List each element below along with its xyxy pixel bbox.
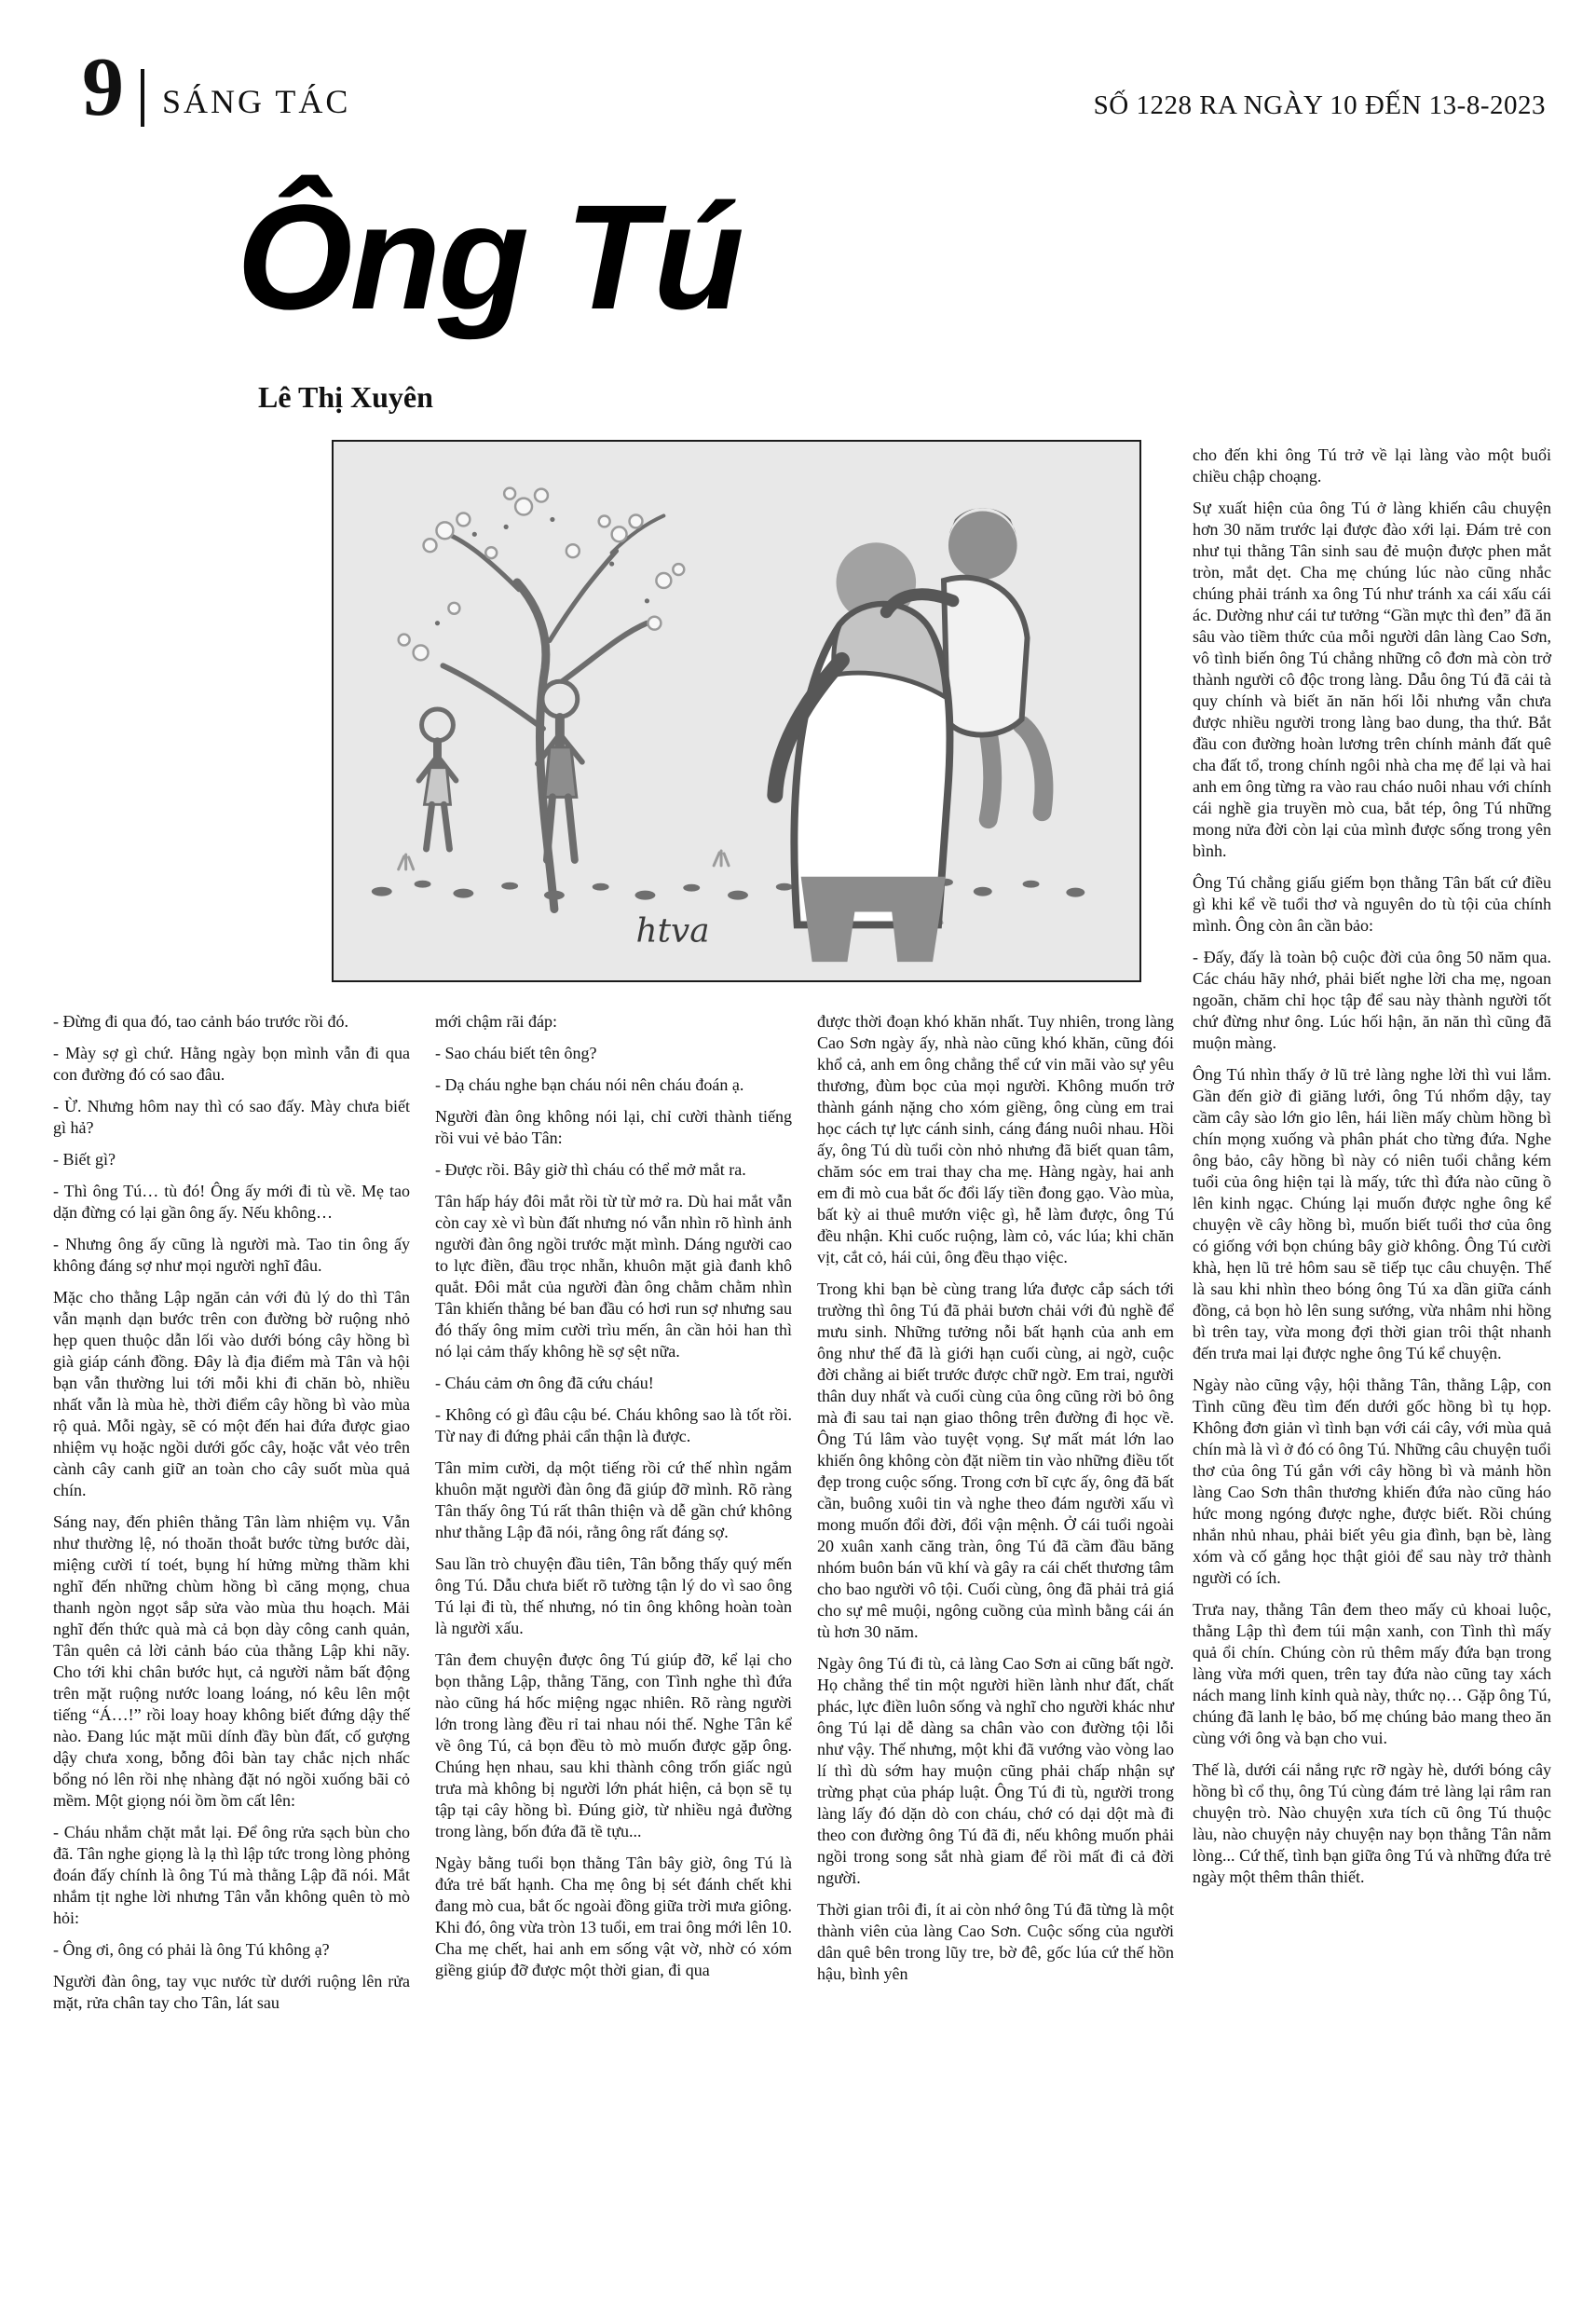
- paragraph: Ông Tú nhìn thấy ở lũ trẻ làng nghe lời thì vui lắm. Gần đến giờ đi giăng lưới, ông Tú nhổm dậy, tay cầm cây sào lớn gio lên, hái liền mấy chùm hồng bì chín mọng xuống và phân phát cho từng đứa. Nghe ông bảo, cây hồng bì này có niên tuổi chẳng kém tuổi của ông hiện tại là mấy, tức thì đứa nào cũng ồ lên kinh ngạc. Chúng lại muốn được nghe ông kể chuyện về cây hồng bì, muốn biết tuổi thơ của ông có giống với bọn chúng bây giờ không. Ông Tú cười khà, hẹn lũ trẻ hôm sau sẽ tiếp tục câu chuyện. Thế là sau khi nhìn theo bóng ông Tú xa dần giữa cánh đồng, cả bọn hò lên sung sướng, vừa nhâm nhi hồng bì trên tay, vừa mong đợi thời gian trôi thật nhanh đến trưa mai lại được nghe ông Tú kể chuyện.: [1193, 1065, 1551, 1362]
- paragraph: Sự xuất hiện của ông Tú ở làng khiến câu chuyện hơn 30 năm trước lại được đào xới lại. Đám trẻ con như tụi thằng Tân sinh sau đẻ muộn được phen mắt tròn, mắt dẹt. Cha mẹ chúng lúc nào cũng nhắc chúng phải tránh xa ông Tú như tránh xa cái xấu cái ác. Dường như cái tư tưởng “Gần mực thì đen” đã ăn sâu vào tiềm thức của mỗi người dân làng Cao Sơn, vô tình biến ông Tú chẳng những cô đơn mà còn trở thành người cô độc trong làng. Dẫu ông Tú đã cải tà quy chính và biết ăn năn hối lỗi nhưng vẫn chưa được nhiều người trong làng bao dung, tha thứ. Bắt đầu con đường hoàn lương trên chính mảnh đất quê cha đất tổ, trong chính ngôi nhà cha mẹ để lại và hai anh em ông từng ra vào rau cháo nuôi nhau với chính cái nghề gia truyền mò cua, bắt tép, ông Tú những mong nửa đời còn lại của mình được sống trong yên bình.: [1193, 499, 1551, 860]
- paragraph: Người đàn ông, tay vục nước từ dưới ruộng lên rửa mặt, rửa chân tay cho Tân, lát sau: [53, 1972, 410, 2012]
- paragraph: - Dạ cháu nghe bạn cháu nói nên cháu đoán ạ.: [435, 1075, 744, 1094]
- illustration-drawing: [334, 442, 1139, 980]
- paragraph: - Đừng đi qua đó, tao cảnh báo trước rồi đó.: [53, 1012, 348, 1031]
- paragraph: - Được rồi. Bây giờ thì cháu có thể mở mắt ra.: [435, 1160, 746, 1179]
- page-number: 9: [82, 41, 124, 133]
- illustration-signature: htva: [635, 911, 710, 951]
- story-illustration: [332, 440, 1141, 982]
- paragraph: Ngày bằng tuổi bọn thằng Tân bây giờ, ông Tú là đứa trẻ bất hạnh. Cha mẹ ông bị sét đánh chết khi đang mò cua, bắt ốc ngoài đồng giữa trời mưa giông. Khi đó, ông vừa tròn 13 tuổi, em trai ông mới lên 10. Cha mẹ chết, hai anh em sống vật vờ, nhờ có xóm giềng giúp đỡ được một thời gian, đi qua: [435, 1854, 792, 1979]
- paragraph: - Ông ơi, ông có phải là ông Tú không ạ?: [53, 1940, 330, 1959]
- header-divider: [141, 69, 144, 127]
- paragraph: - Đấy, đấy là toàn bộ cuộc đời của ông 50 năm qua. Các cháu hãy nhớ, phải biết nghe lời cha mẹ, ngoan ngoãn, chăm chỉ học tập để sau này thành người tốt chứ đừng như ông. Lúc hối hận, ăn năn thì cũng đã muộn màng.: [1193, 948, 1551, 1052]
- paragraph: - Ừ. Nhưng hôm nay thì có sao đấy. Mày chưa biết gì hả?: [53, 1097, 410, 1137]
- paragraph: Người đàn ông không nói lại, chỉ cười thành tiếng rồi vui vẻ bảo Tân:: [435, 1107, 792, 1147]
- article-author: Lê Thị Xuyên: [258, 380, 433, 414]
- paragraph: cho đến khi ông Tú trở về lại làng vào một buổi chiều chập choạng.: [1193, 445, 1551, 486]
- article-title: Ông Tú: [237, 173, 742, 340]
- child-figure-small: [419, 709, 457, 849]
- section-title: SÁNG TÁC: [162, 83, 351, 120]
- issue-line: SỐ 1228 RA NGÀY 10 ĐẾN 13-8-2023: [1093, 90, 1546, 120]
- text-column-3: [817, 1011, 1174, 1995]
- text-column-4: [1193, 445, 1551, 1898]
- paragraph: Sau lần trò chuyện đầu tiên, Tân bỗng thấy quý mến ông Tú. Dẫu chưa biết rõ tường tận lý do vì sao ông Tú lại đi tù, thế nhưng, nó tin ông không hoàn toàn là người xấu.: [435, 1554, 792, 1637]
- paragraph: Thời gian trôi đi, ít ai còn nhớ ông Tú đã từng là một thành viên của làng Cao Sơn. Cuộc sống của người dân quê bên trong lũy tre, bờ đê, gốc lúa cứ thế hồn hậu, bình yên: [817, 1900, 1174, 1983]
- paragraph: Tân mỉm cười, dạ một tiếng rồi cứ thế nhìn ngắm khuôn mặt người đàn ông đã giúp đỡ mình. Rõ ràng Tân thấy ông Tú rất thân thiện và dễ gần chứ không như thằng Lập đã nói, rằng ông rất đáng sợ.: [435, 1458, 792, 1541]
- text-column-2: [435, 1011, 792, 1991]
- paragraph: Mặc cho thằng Lập ngăn cản với đủ lý do thì Tân vẫn mạnh dạn bước trên con đường bờ ruộng nhỏ hẹp quen thuộc dẫn lối vào dưới bóng cây hồng bì già giáp cánh đồng. Đây là địa điểm mà Tân và hội bạn vẫn thường lui tới mỗi khi đi chăn bò, nhiều nhất vẫn là mùa hè, thời điểm cây hồng bì vào mùa rộ quả. Mỗi ngày, sẽ có một đến hai đứa được giao nhiệm vụ hoặc ngồi dưới gốc cây, hoặc vắt vẻo trên cành cây canh giữ an toàn cho cây suốt mùa quả chín.: [53, 1288, 410, 1499]
- paragraph: Trong khi bạn bè cùng trang lứa được cắp sách tới trường thì ông Tú đã phải bươn chải với đủ nghề để mưu sinh. Những tưởng nỗi bất hạnh của anh em ông như thế đã là giới hạn cuối cùng, ai ngờ, cuộc đời chẳng ai biết trước được chữ ngờ. Em trai, người thân duy nhất và cuối cùng của ông cũng rời bỏ ông mà đi sau tai nạn giao thông trên đường đi học về. Ông Tú lâm vào tuyệt vọng. Sự mất mát lớn lao khiến ông không còn đặt niềm tin vào những điều tốt đẹp trong cuộc sống. Trong cơn bĩ cực ấy, ông đã bất cần, buông xuôi tin và nghe theo đám người xấu vì mong muốn đổi đời, đổi vận mệnh. Ở cái tuổi ngoài 20 xuân xanh căng tràn, ông Tú đã cầm đầu băng nhóm buôn bán vũ khí và gây ra cái chết thương tâm cho bao người vô tội. Cuối cùng, ông đã phải trả giá cho sự mê muội, ngông cuồng của mình bằng cái án tù hơn 30 năm.: [817, 1279, 1174, 1641]
- paragraph: - Mày sợ gì chứ. Hằng ngày bọn mình vẫn đi qua con đường đó có sao đâu.: [53, 1044, 410, 1084]
- paragraph: - Không có gì đâu cậu bé. Cháu không sao là tốt rồi. Từ nay đi đứng phải cẩn thận là được.: [435, 1405, 792, 1445]
- paragraph: - Thì ông Tú… tù đó! Ông ấy mới đi tù về. Mẹ tao dặn đừng có lại gần ông ấy. Nếu không…: [53, 1182, 410, 1222]
- paragraph: Trưa nay, thằng Tân đem theo mấy củ khoai luộc, thằng Lập thì đem túi mận xanh, con Tình thì mấy quả ổi chín. Chúng còn rủ thêm mấy đứa bạn trong làng vừa mới quen, trên tay đứa nào cũng tay xách nách mang lỉnh kỉnh quà này, thức nọ… Gặp ông Tú, chúng đã lanh lẹ bảo, bố mẹ chúng bảo mang theo ăn cùng với ông và bạn cho vui.: [1193, 1600, 1551, 1747]
- paragraph: Thế là, dưới cái nắng rực rỡ ngày hè, dưới bóng cây hồng bì cổ thụ, ông Tú cùng đám trẻ làng lại râm ran chuyện trò. Nào chuyện xưa tích cũ ông Tú thuộc làu, nào chuyện nảy chuyện nay bọn thằng Tân nằm lòng... Cứ thế, tình bạn giữa ông Tú và những đứa trẻ ngày một thêm thân thiết.: [1193, 1760, 1551, 1886]
- paragraph: - Sao cháu biết tên ông?: [435, 1044, 597, 1062]
- paragraph: - Cháu nhắm chặt mắt lại. Để ông rửa sạch bùn cho đã. Tân nghe giọng là lạ thì lập tức trong lòng phỏng đoán đấy chính là ông Tú mà thằng Lập đã nói. Mắt nhắm tịt nghe lời nhưng Tân vẫn không quên tò mò hỏi:: [53, 1823, 410, 1927]
- paragraph: Tân hấp háy đôi mắt rồi từ từ mở ra. Dù hai mắt vẫn còn cay xè vì bùn đất nhưng nó vẫn nhìn rõ hình ảnh người đàn ông ngồi trước mặt mình. Dáng người cao to lực điền, đầu trọc nhẵn, khuôn mặt già đanh khô quắt. Đôi mắt của người đàn ông chằm chằm nhìn Tân khiến thằng bé ban đầu có hơi run sợ nhưng sau đó thấy ông mỉm cười trìu mến, ân cần hỏi han thì nó lại cảm thấy không hề sợ sệt nữa.: [435, 1192, 792, 1361]
- paragraph: Ông Tú chẳng giấu giếm bọn thằng Tân bất cứ điều gì khi kể về tuổi thơ và nguyên do tù tội của chính mình. Ông còn ân cần bảo:: [1193, 873, 1551, 935]
- paragraph: - Biết gì?: [53, 1150, 116, 1169]
- man-carrying-child-figure: [775, 508, 1044, 962]
- paragraph: mới chậm rãi đáp:: [435, 1012, 557, 1031]
- paragraph: được thời đoạn khó khăn nhất. Tuy nhiên, trong làng Cao Sơn ngày ấy, nhà nào cũng khó khăn, cũng đói khổ cả, anh em ông chẳng thể cứ vin mãi vào sự yêu thương, đùm bọc của mọi người. Không muốn trở thành gánh nặng cho xóm giềng, ông cùng em trai học cách tự lực cánh sinh, cáng đáng nuôi nhau. Hồi ấy, ông Tú dù tuổi còn nhỏ nhưng đã biết quan tâm, chăm sóc em trai thay cha mẹ. Hàng ngày, hai anh em đi mò cua bắt ốc đổi lấy tiền đong gạo. Vào mùa, bất kỳ ai thuê mướn việc gì, hễ làm được, ông Tú đều nhận. Khi cuốc ruộng, làm cỏ, vác lúa; khi chăn vịt, cắt cỏ, hái củi, ông đều thạo việc.: [817, 1012, 1174, 1266]
- stone-path: [372, 879, 1084, 900]
- paragraph: - Nhưng ông ấy cũng là người mà. Tao tin ông ấy không đáng sợ như mọi người nghĩ đâu.: [53, 1235, 410, 1275]
- paragraph: Ngày nào cũng vậy, hội thằng Tân, thằng Lập, con Tình cũng đều tìm đến dưới gốc hồng bì tụ họp. Không đơn giản vì tình bạn với cái cây, với mùa quả chín mà là vì ở đó có ông Tú. Những câu chuyện tuổi thơ của ông Tú gắn với cây hồng bì và mảnh hồn làng Cao Sơn thân thương khiến đứa nào cũng háo hức mong ngóng được nghe, được biết. Rồi chúng nhắn nhủ nhau, phải biết yêu gia đình, bạn bè, làng xóm và cố gắng học thật giỏi để sau này trở thành người có ích.: [1193, 1375, 1551, 1587]
- paragraph: Ngày ông Tú đi tù, cả làng Cao Sơn ai cũng bất ngờ. Họ chẳng thể tin một người hiền lành như đất, chất phác, lực điền luôn sống và nghĩ cho người khác như ông Tú lại dễ dàng sa chân vào con đường tội lỗi như vậy. Thế nhưng, một khi đã vướng vào vòng lao lí thì dù sớm hay muộn cũng phải chấp nhận sự trừng phạt của pháp luật. Ông Tú đi tù, người trong làng lấy đó dặn dò con cháu, chớ có dại dột mà đi theo con đường ông Tú đã đi, nếu không muốn phải ngồi trong song sắt nhà giam để rồi mất đi cả đời người.: [817, 1654, 1174, 1887]
- text-column-1: [53, 1011, 410, 2024]
- paragraph: Tân đem chuyện được ông Tú giúp đỡ, kể lại cho bọn thằng Lập, thằng Tăng, con Tình nghe thì đứa nào cũng há hốc miệng ngạc nhiên. Rõ ràng người lớn trong làng đều rỉ tai nhau nói thế. Nghe Tân kể về ông Tú, cả bọn đều tò mò muốn được gặp ông. Chúng hẹn nhau, sau khi thành công trốn giấc ngủ trưa mà không bị người lớn phát hiện, cả bọn sẽ tụ tập tại cây hồng bì. Đúng giờ, từ nhiều ngả đường trong làng, bốn đứa đã tề tựu...: [435, 1650, 792, 1840]
- paragraph: Sáng nay, đến phiên thằng Tân làm nhiệm vụ. Vẫn như thường lệ, nó thoăn thoắt bước từng bước dài, miệng cười tí toét, bụng hí hửng mừng thầm khi nghĩ đến những chùm hồng bì căng mọng, chua thanh ngòn ngọt sắp sửa vào mùa thu hoạch. Mải nghĩ đến thức quà mà cả bọn dày công canh quản, Tân quên cả lời cảnh báo của thằng Lập khi nãy. Cho tới khi chân bước hụt, cả người nằm bất động trên mặt ruộng nước loang loáng, nó kêu lên một tiếng “Á…!” rồi loay hoay không biết đứng dậy thế nào. Đang lúc mặt mũi dính đầy bùn đất, cố gượng dậy chưa xong, bỗng đôi bàn tay chắc nịch nhấc bổng nó lên rồi nhẹ nhàng đặt nó ngồi xuống bãi cỏ mềm. Một giọng nói ồm ồm cất lên:: [53, 1512, 410, 1810]
- paragraph: - Cháu cảm ơn ông đã cứu cháu!: [435, 1374, 654, 1392]
